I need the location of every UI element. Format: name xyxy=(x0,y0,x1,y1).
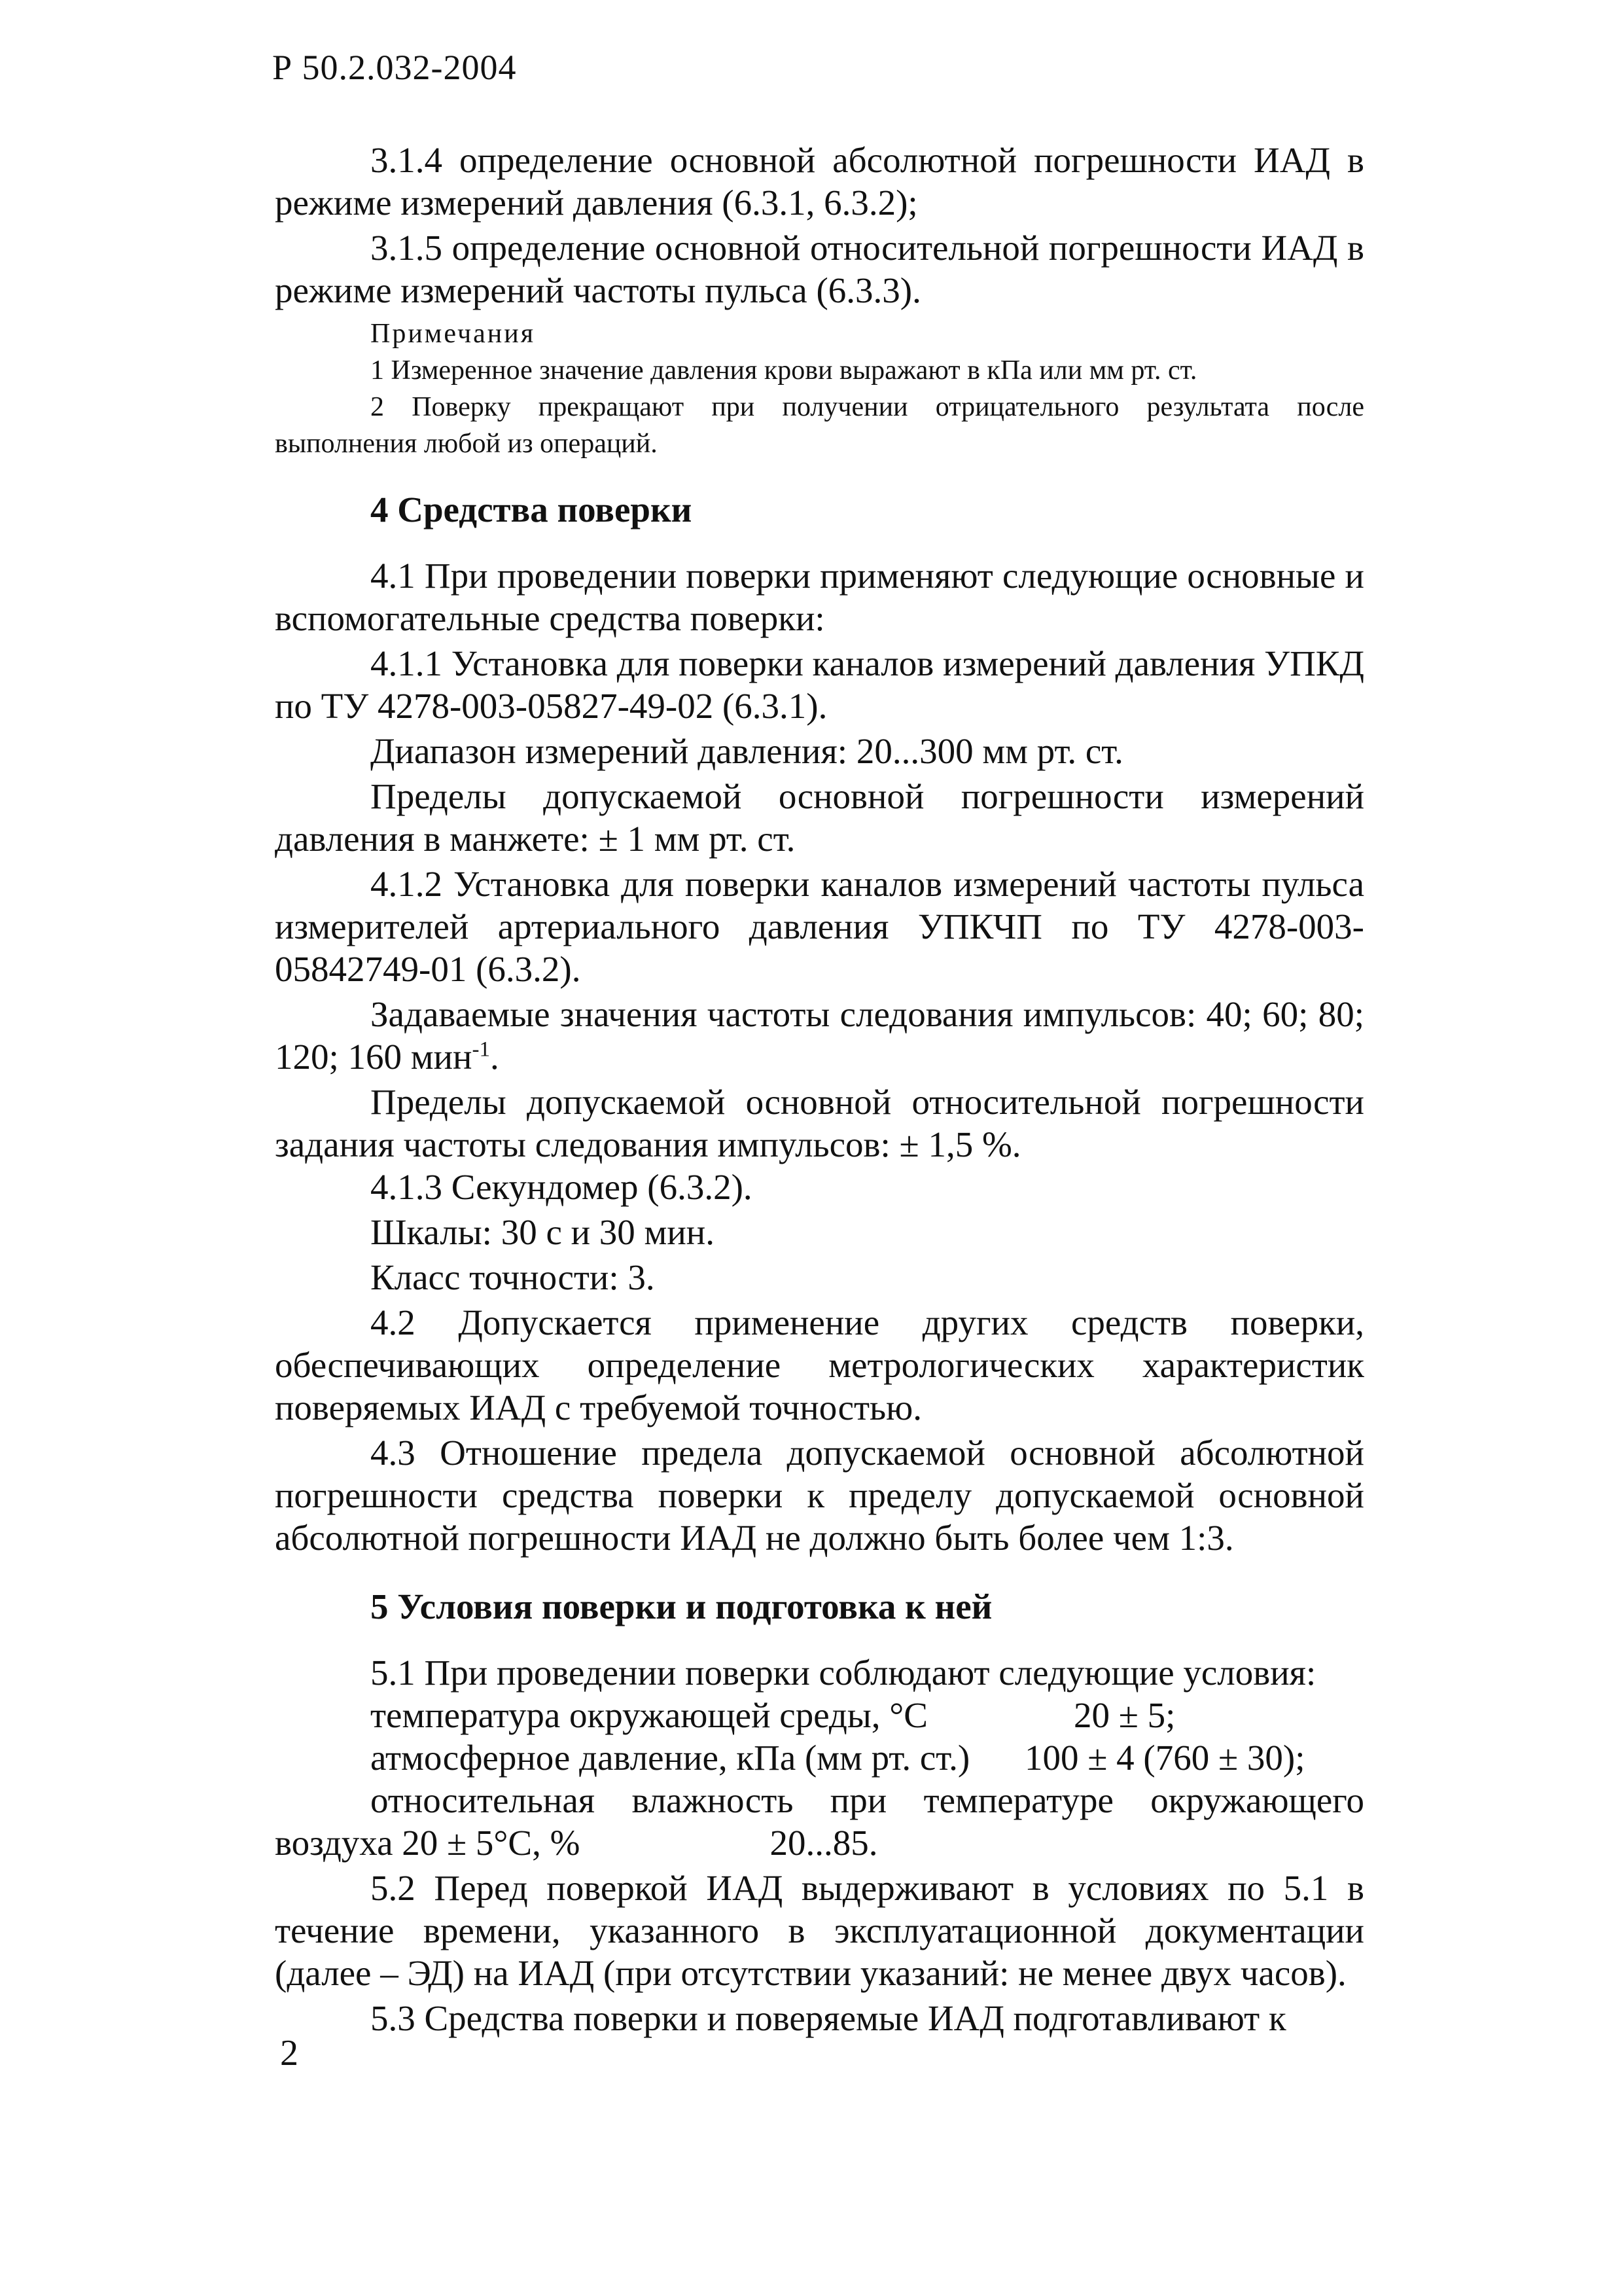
paragraph-4-1-3: 4.1.3 Секундомер (6.3.2). xyxy=(370,1167,752,1207)
condition-temperature-value: 20 ± 5; xyxy=(1074,1695,1176,1735)
condition-pressure-value: 100 ± 4 (760 ± 30); xyxy=(1025,1738,1305,1778)
paragraph-4-3: 4.3 Отношение предела допускаемой основной абсолютной погрешности средства поверки к пределу допускаемой основной абсолютной погрешности ИАД не должно быть более чем 1:3. xyxy=(275,1433,1364,1558)
paragraph-4-1-2: 4.1.2 Установка для поверки каналов измерений частоты пульса измерителей артериального давления УПКЧП по ТУ 4278-003-05842749-01 (6.3.2). xyxy=(275,864,1364,989)
paragraph-4-2: 4.2 Допускается применение других средств поверки, обеспечивающих определение метрологических характеристик поверяемых ИАД с требуемой точностью. xyxy=(275,1302,1364,1427)
section-4-title: 4 Средства поверки xyxy=(370,490,692,529)
paragraph-5-1: 5.1 При проведении поверки соблюдают следующие условия: xyxy=(370,1653,1316,1693)
page-content xyxy=(275,139,1364,2039)
document-code: Р 50.2.032-2004 xyxy=(272,48,517,87)
paragraph-5-3: 5.3 Средства поверки и поверяемые ИАД подготавливают к xyxy=(370,1998,1286,2038)
paragraph-3-1-4: 3.1.4 определение основной абсолютной погрешности ИАД в режиме измерений давления (6.3.1, 6.3.2); xyxy=(275,140,1364,223)
paragraph-scales: Шкалы: 30 с и 30 мин. xyxy=(370,1212,715,1252)
paragraph-3-1-5: 3.1.5 определение основной относительной погрешности ИАД в режиме измерений частоты пульса (6.3.3). xyxy=(275,228,1364,310)
paragraph-4-1-1: 4.1.1 Установка для поверки каналов измерений давления УПКД по ТУ 4278-003-05827-49-02 (6.3.1). xyxy=(275,643,1364,726)
condition-temperature xyxy=(275,1694,1364,1736)
condition-humidity-value: 20...85. xyxy=(769,1823,878,1863)
condition-humidity-label: относительная влажность при температуре окружающего воздуха 20 ± 5°С, % xyxy=(275,1780,1364,1863)
note-2: 2 Поверку прекращают при получении отрицательного результата после выполнения любой из операций. xyxy=(275,392,1364,459)
page-number: 2 xyxy=(280,2033,298,2073)
paragraph-pressure-error: Пределы допускаемой основной погрешности измерений давления в манжете: ± 1 мм рт. ст. xyxy=(275,776,1364,859)
notes-title: Примечания xyxy=(370,319,536,349)
section-5-title: 5 Условия поверки и подготовка к ней xyxy=(370,1587,993,1626)
paragraph-pulse-error: Пределы допускаемой основной относительной погрешности задания частоты следования импульсов: ± 1,5 %. xyxy=(275,1082,1364,1164)
condition-temperature-label: температура окружающей среды, °С xyxy=(370,1695,928,1735)
condition-pressure xyxy=(275,1736,1364,1779)
pulse-values-end: . xyxy=(489,1037,499,1077)
paragraph-4-1: 4.1 При проведении поверки применяют следующие основные и вспомогательные средства поверки: xyxy=(275,556,1364,638)
condition-humidity xyxy=(275,1779,1364,1864)
unit-exponent: -1 xyxy=(472,1037,490,1062)
pulse-values-text: Задаваемые значения частоты следования импульсов: 40; 60; 80; 120; 160 мин xyxy=(275,994,1364,1077)
paragraph-pulse-values xyxy=(275,993,1364,1078)
note-1: 1 Измеренное значение давления крови выражают в кПа или мм рт. ст. xyxy=(370,355,1197,386)
condition-pressure-label: атмосферное давление, кПа (мм рт. ст.) xyxy=(370,1738,970,1778)
paragraph-pressure-range: Диапазон измерений давления: 20...300 мм рт. ст. xyxy=(370,731,1123,771)
paragraph-accuracy-class: Класс точности: 3. xyxy=(370,1257,655,1297)
paragraph-5-2: 5.2 Перед поверкой ИАД выдерживают в условиях по 5.1 в течение времени, указанного в эксплуатационной документации (далее – ЭД) на ИАД (при отсутствии указаний: не менее двух часов). xyxy=(275,1868,1364,1993)
